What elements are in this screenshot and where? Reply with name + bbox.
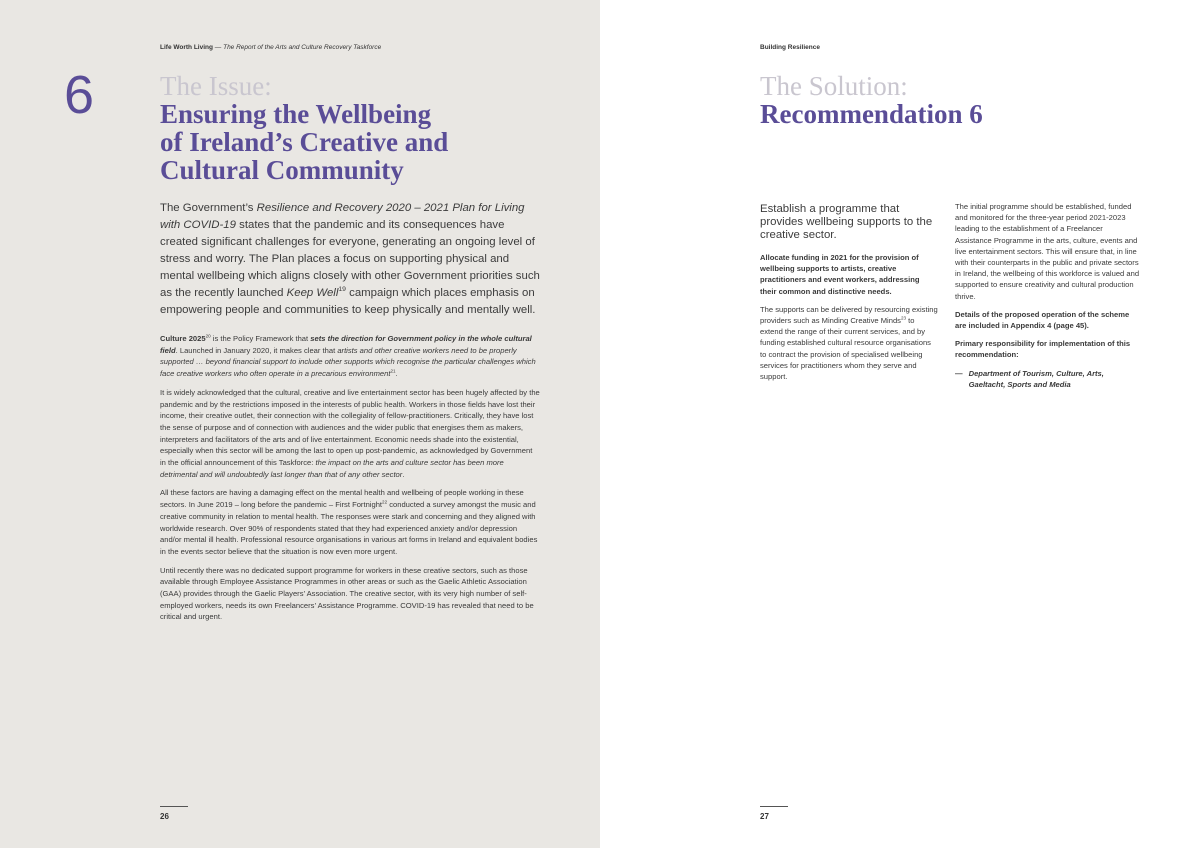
footnote-ref: 20 <box>205 333 211 339</box>
body-text: It is widely acknowledged that the cultural, creative and live entertainment sector has been hugely affected by the pandemic and by the restrictions imposed in the interests of public health. Workers in those fields have lost their income, their creative outlet, their connection with the collegiality of fellow-practitioners. Critically, they have lost the sense of purpose and of connection with audiences and the wider public that energises them as makers, interpreters and facilitators of the arts and of live entertainment. Economic needs shade into the existential, especially when this sector will be among the last to open up post-pandemic, as acknowledged by Government in the official announcement of this Taskforce: <box>160 387 540 468</box>
body-text: Allocate funding in 2021 for the provision of wellbeing supports to artists, creative practitioners and event workers, addressing their common and distinctive needs. <box>760 253 920 296</box>
footnote-ref: 21 <box>390 368 396 374</box>
running-head-subtitle: The Report of the Arts and Culture Recovery Taskforce <box>223 44 382 51</box>
body-text: conducted a survey amongst the music and creative community in relation to mental health. The responses were stark and concerning and they aligned with worldwide research. Over 90% of respondents stated that they had experienced anxiety and/or depression and/or mental ill health. Professional resource organisations in various art forms in Ireland and equivalent bodies in the events sector believe that the situation is now even more urgent. <box>160 500 538 556</box>
body-text: to extend the range of their current services, and by funding established cultural resource organisations to contract the provision of specialised wellbeing services for practitioners whom they serve and support. <box>760 316 931 382</box>
body-text: artists and other creative workers need to be properly supported … beyond financial support to include other supports which recognise the particular challenges which face creative workers who often operate in a precarious environment <box>160 345 536 379</box>
issue-title <box>160 72 448 184</box>
issue-title-prefix: The Issue: <box>160 71 272 101</box>
body-text: All these factors are having a damaging effect on the mental health and wellbeing of people working in these sectors. In June 2019 – long before the pandemic – First Fortnight <box>160 488 524 510</box>
body-text: the impact on the arts and culture sector has been more detrimental and will undoubtedly last longer than that of any other sector <box>160 458 504 479</box>
body-text: sets the direction for Government policy in the whole cultural field <box>160 334 532 355</box>
body-paragraph-2 <box>160 387 540 481</box>
column-2-paragraph-3 <box>955 338 1141 360</box>
lead-text: campaign which places emphasis on empowering people and communities to keep physically and mentally well. <box>160 287 536 316</box>
body-text: The supports can be delivered by resourcing existing providers such as Minding Creative Minds <box>760 304 938 326</box>
body-text: Primary responsibility for implementation of this recommendation: <box>955 339 1131 360</box>
chapter-number: 6 <box>64 65 95 125</box>
lead-campaign-name: Keep Well <box>286 287 339 299</box>
responsible-department: Department of Tourism, Culture, Arts, Gaeltacht, Sports and Media <box>968 368 1104 389</box>
running-head-title: Life Worth Living <box>160 44 213 51</box>
solution-title <box>760 72 983 128</box>
body-text: Culture 2025 <box>160 334 206 343</box>
running-head-left <box>160 44 381 51</box>
body-text: . <box>395 369 398 379</box>
column-1-paragraph-2 <box>760 304 938 382</box>
issue-title-line-3: Cultural Community <box>160 155 404 185</box>
lead-plan-title: Resilience and Recovery 2020 – 2021 Plan for Living with COVID-19 <box>160 202 525 231</box>
issue-lead-paragraph <box>160 200 540 319</box>
solution-title-prefix: The Solution: <box>760 71 908 101</box>
recommendation-column-2 <box>955 201 1141 390</box>
issue-title-line-2: of Ireland’s Creative and <box>160 127 449 157</box>
issue-title-line-1: Ensuring the Wellbeing <box>160 99 432 129</box>
issue-body <box>160 333 540 630</box>
right-page <box>600 0 1200 848</box>
responsibility-item <box>955 368 1141 390</box>
running-head-title: Building Resilience <box>760 44 820 51</box>
recommendation-lead: Establish a programme that provides wellbeing supports to the creative sector. <box>760 203 933 241</box>
solution-title-main: Recommendation 6 <box>760 99 983 129</box>
body-text: Details of the proposed operation of the scheme are included in Appendix 4 (page 45). <box>955 309 1130 331</box>
folio-rule <box>760 806 788 807</box>
dash-bullet: — <box>955 368 963 378</box>
body-paragraph-1 <box>160 333 540 380</box>
folio-rule <box>160 806 188 807</box>
footnote-ref: 19 <box>338 286 346 294</box>
body-paragraph-3 <box>160 487 540 557</box>
page-number-left: 26 <box>160 812 169 821</box>
body-text: . Launched in January 2020, it makes clear that <box>175 345 338 355</box>
body-paragraph-4: Until recently there was no dedicated support programme for workers in these creative sectors, such as those available through Employee Assistance Programmes in other areas or such as the Gaelic Athletic Association (GAA) provides through the Gaelic Players’ Association. The creative sector, with its very high number of self-employed workers, needs its own Freelancers’ Assistance Programme. COVID-19 has revealed that need to be critical and urgent. <box>160 565 534 622</box>
body-text: . <box>402 469 405 479</box>
footnote-ref: 22 <box>382 499 388 505</box>
body-text: is the Policy Framework that <box>210 334 311 343</box>
lead-text: states that the pandemic and its consequences have created significant challenges for everyone, generating an ongoing level of stress and worry. The Plan places a focus on supporting physical and mental wellbeing which aligns closely with other Government priorities such as the recently launched <box>160 219 540 299</box>
running-head-separator: — <box>212 44 224 51</box>
page-number-right: 27 <box>760 812 769 821</box>
lead-text: The Government’s <box>160 202 257 214</box>
column-1-paragraph-1 <box>760 252 938 297</box>
column-2-paragraph-1: The initial programme should be established, funded and monitored for the three-year period 2021-2023 leading to the establishment of a Freelancer Assistance Programme in the arts, culture, events and live entertainment sectors. This will ensure that, in line with their counterparts in the public and private sectors in Ireland, the wellbeing of this workforce is valued and supported to ensure creativity and cultural production thrive. <box>955 202 1140 301</box>
recommendation-column-1 <box>760 252 938 389</box>
running-head-right <box>760 44 820 51</box>
footnote-ref: 23 <box>900 315 907 321</box>
column-2-paragraph-2 <box>955 309 1141 331</box>
